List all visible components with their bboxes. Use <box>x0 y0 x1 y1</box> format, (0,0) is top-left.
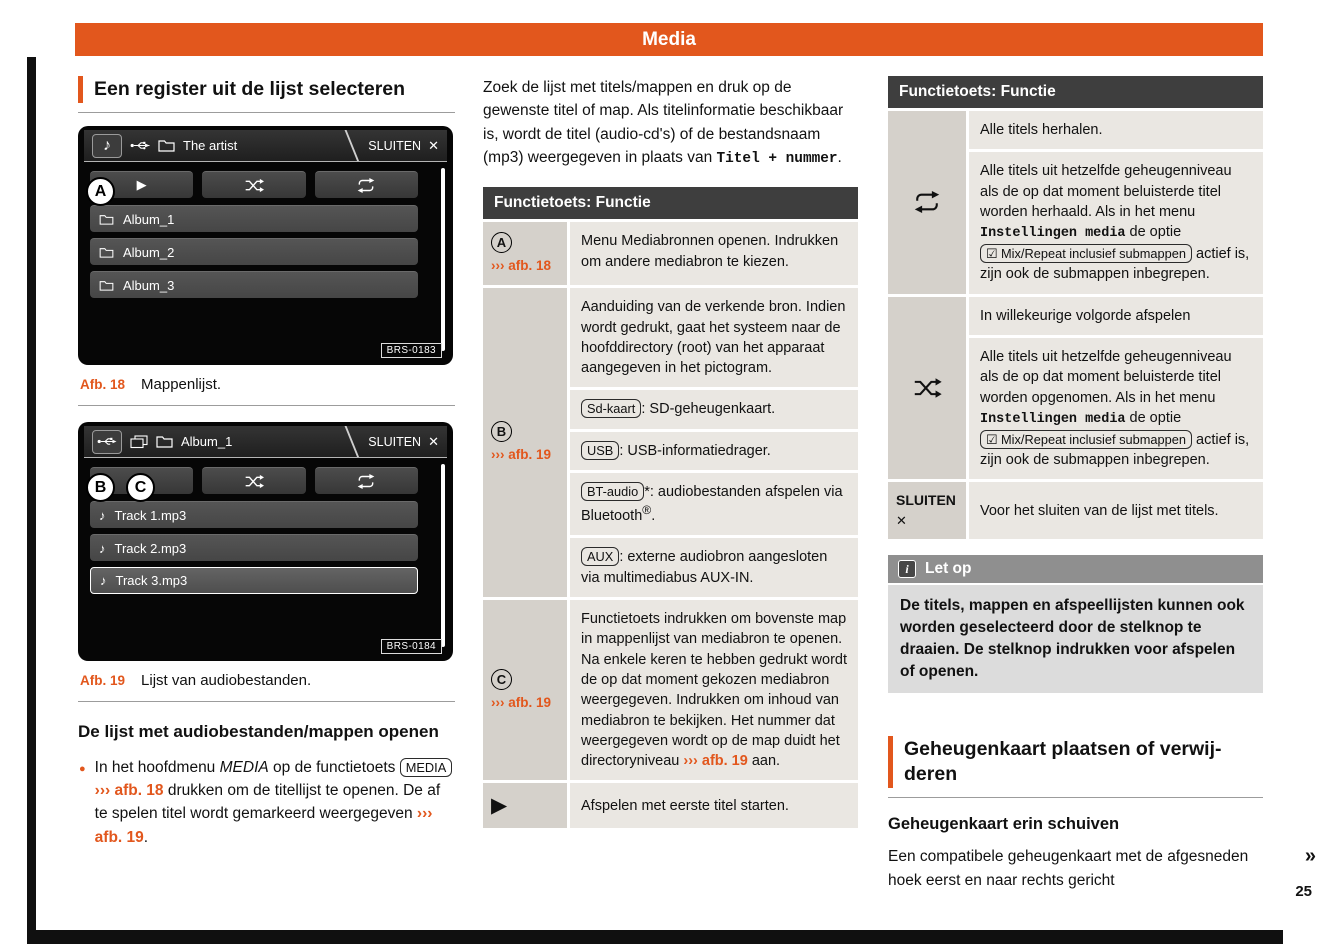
figure-caption-text: Mappenlijst. <box>141 376 222 393</box>
function-key-cell <box>483 288 567 597</box>
registered-mark: ® <box>642 503 652 518</box>
close-icon: ✕ <box>428 137 439 153</box>
fig18-topbar <box>84 130 447 162</box>
repeat-icon <box>355 474 377 489</box>
repeat-icon <box>912 191 942 213</box>
right-column <box>888 76 1263 892</box>
table-cell: Afspelen met eerste titel starten. <box>570 783 858 828</box>
usb-keycap: USB <box>581 441 619 460</box>
continuation-marker: » <box>1304 845 1316 867</box>
bullet-paragraph <box>78 756 455 849</box>
text-run: . <box>837 148 842 166</box>
table-cell <box>969 152 1263 293</box>
section-title: Een register uit de lijst selecteren <box>78 76 455 103</box>
table-cell: Alle titels herhalen. <box>969 111 1263 149</box>
repeat-button[interactable] <box>315 467 418 494</box>
table-cell: Menu Mediabronnen openen. Indrukken om andere mediabron te kiezen. <box>570 222 858 285</box>
note-title: Let op <box>925 560 972 578</box>
text-run: Geheugenkaart plaatsen of verwij- <box>904 738 1222 761</box>
bt-audio-keycap: BT-audio <box>581 482 644 501</box>
list-item[interactable] <box>90 501 418 528</box>
table-row <box>888 297 1263 480</box>
fig18-button-row <box>90 171 418 198</box>
figure-caption-text: Lijst van audiobestanden. <box>141 672 312 689</box>
text-run: Zoek de lijst met titels/mappen en druk op de gewenste titel of map. Als titelinformatie beschikbaar is, wordt de titel (audio-cd's) of de bestandsnaam (mp3) weergegeven in plaats van <box>483 79 844 166</box>
close-button[interactable] <box>351 130 439 161</box>
fig19-topbar <box>84 426 447 458</box>
repeat-button[interactable] <box>315 171 418 198</box>
figure-18 <box>78 126 453 365</box>
info-icon: i <box>898 560 916 578</box>
intro-paragraph <box>483 76 858 170</box>
callout-badge-a: A <box>491 232 512 253</box>
table-cell <box>570 538 858 597</box>
text-run: Alle titels uit hetzelfde geheugenniveau als de op dat moment beluisterde titel worden opgenomen. Als in het menu <box>980 348 1232 406</box>
list-item-label: Track 3.mp3 <box>115 573 188 588</box>
table-cell <box>570 473 858 535</box>
mono-text: Instellingen media <box>980 226 1126 242</box>
folder-icon <box>158 139 175 152</box>
table-header: Functietoets: Functie <box>483 187 858 219</box>
table-row <box>483 783 858 828</box>
subsection-title: Geheugenkaart erin schuiven <box>888 815 1120 834</box>
text-run: . <box>651 508 656 525</box>
text-run: de optie <box>1125 224 1182 241</box>
text-run: . <box>143 828 149 846</box>
mix-repeat-option-keycap: ☑ Mix/Repeat inclusief submappen <box>980 430 1192 449</box>
table-cell <box>969 338 1263 479</box>
table-cell: Aanduiding van de verkende bron. Indien wordt gedrukt, gaat het systeem naar de hoofddirectory (root) van het apparaat aangegeven in het pictogram. <box>570 288 858 387</box>
repeat-icon <box>355 178 377 193</box>
body-paragraph: Een compatibele geheugenkaart met de afgesneden hoek eerst en naar rechts gericht <box>888 848 1249 889</box>
folder-icon <box>156 435 173 448</box>
figure-reference-link[interactable]: ››› afb. 19 <box>491 447 552 463</box>
list-item-label: Album_3 <box>123 277 175 293</box>
figure-code: BRS-0183 <box>381 343 442 358</box>
fig18-caption <box>78 365 455 406</box>
sd-card-keycap: Sd-kaart <box>581 399 641 418</box>
figure-label: Afb. 18 <box>80 377 126 392</box>
text-run: *: audiobestanden afspelen via Bluetooth <box>581 484 843 525</box>
page-edge-bottom <box>27 930 1283 944</box>
function-key-cell <box>483 783 567 828</box>
usb-icon <box>97 435 117 448</box>
scrollbar[interactable] <box>441 168 445 351</box>
diagonal-divider <box>343 130 361 162</box>
bullet-icon: ● <box>79 762 86 775</box>
list-item[interactable] <box>90 534 418 561</box>
diagonal-divider <box>343 426 361 458</box>
figure-reference-link[interactable]: ››› afb. 18 <box>94 782 164 800</box>
music-note-icon: ♪ <box>100 573 107 588</box>
folder-icon <box>99 214 114 225</box>
shuffle-icon <box>243 178 265 193</box>
note-body: De titels, mappen en afspeellijsten kunnen ook worden geselecteerd door de stelknop te draaien. De stelknop indrukken voor afspelen of openen. <box>888 585 1263 693</box>
shuffle-icon <box>912 377 942 399</box>
scrollbar[interactable] <box>441 464 445 647</box>
section-title <box>888 736 1263 788</box>
subsection-title: De lijst met audiobestanden/mappen openen <box>78 722 439 741</box>
figure-reference-link[interactable]: ››› afb. 19 <box>491 694 552 710</box>
text-run: In het hoofdmenu <box>94 758 220 776</box>
chapter-title: Media <box>642 28 696 50</box>
text-run: Alle titels uit hetzelfde geheugenniveau als de op dat moment beluisterde titel worden herhaald. Als in het menu <box>980 163 1232 220</box>
close-icon: ✕ <box>896 513 907 529</box>
text-run: aan. <box>747 753 781 770</box>
callout-badge-c: C <box>491 669 512 690</box>
table-row <box>888 111 1263 294</box>
section-2 <box>888 736 1263 892</box>
fig19-track-list <box>90 501 418 594</box>
text-run: op de functietoets <box>268 758 400 776</box>
note-header <box>888 555 1263 583</box>
current-folder-label: The artist <box>183 138 238 153</box>
list-item[interactable] <box>90 271 418 298</box>
media-keycap: MEDIA <box>400 758 453 777</box>
bullet-text <box>95 756 455 849</box>
media-source-icon[interactable] <box>92 134 122 158</box>
text-run: deren <box>904 763 958 786</box>
close-icon: ✕ <box>428 433 439 449</box>
divider <box>78 112 455 113</box>
text-run: actief is, zijn ook de submappen inbegrepen. <box>980 246 1250 283</box>
close-button[interactable] <box>351 426 439 457</box>
shuffle-button[interactable] <box>202 467 305 494</box>
folder-icon <box>99 280 114 291</box>
current-folder-label: Album_1 <box>181 434 233 449</box>
table-cell <box>570 390 858 428</box>
figure-reference-link[interactable]: ››› afb. 19 <box>683 753 748 770</box>
callout-badge-c: C <box>126 473 155 502</box>
callout-badge-b: B <box>491 421 512 442</box>
table-row <box>483 288 858 597</box>
table-row <box>888 482 1263 539</box>
usb-icon <box>130 139 150 152</box>
function-key-cell <box>888 482 966 539</box>
callout-badge-a: A <box>86 177 115 206</box>
text-run: : SD-geheugenkaart. <box>641 401 776 418</box>
text-run: drukken om de titellijst te openen. De af te spelen titel wordt gemarkeerd weergegeven <box>94 782 441 823</box>
table-cell <box>570 600 858 780</box>
figure-code: BRS-0184 <box>381 639 442 654</box>
page-number: 25 <box>1295 883 1312 900</box>
text-run: : USB-informatiedrager. <box>619 442 771 459</box>
media-source-icon[interactable] <box>92 430 122 454</box>
table-cell: In willekeurige volgorde afspelen <box>969 297 1263 335</box>
figure-19 <box>78 422 453 661</box>
list-item-label: Track 2.mp3 <box>114 540 187 556</box>
table-row <box>483 600 858 780</box>
chapter-banner <box>75 23 1263 56</box>
table-cell: Voor het sluiten van de lijst met titels. <box>969 482 1263 539</box>
aux-keycap: AUX <box>581 547 619 566</box>
left-column <box>78 76 455 849</box>
play-icon: ▶ <box>491 794 508 818</box>
shuffle-button[interactable] <box>202 171 305 198</box>
close-button-label: SLUITEN <box>368 138 422 153</box>
table-cell <box>570 432 858 470</box>
function-key-cell <box>483 222 567 285</box>
play-icon: ▶ <box>136 177 147 192</box>
close-key-label: SLUITEN <box>896 492 956 509</box>
text-run: actief is, zijn ook de submappen inbegrepen. <box>980 431 1250 469</box>
music-note-icon: ♪ <box>99 540 106 556</box>
figure-label: Afb. 19 <box>80 673 126 688</box>
figure-reference-link[interactable]: ››› afb. 19 <box>94 805 433 846</box>
callout-badge-b: B <box>86 473 115 502</box>
mix-repeat-option-keycap: ☑ Mix/Repeat inclusief submappen <box>980 244 1192 263</box>
table-header: Functietoets: Functie <box>888 76 1263 108</box>
note-box <box>888 555 1263 693</box>
close-button-label: SLUITEN <box>368 434 422 449</box>
list-item-label: Album_2 <box>123 244 175 260</box>
music-note-icon: ♪ <box>99 507 106 523</box>
fig18-folder-list <box>90 205 418 298</box>
figure-reference-link[interactable]: ››› afb. 18 <box>491 258 552 274</box>
list-item[interactable] <box>90 238 418 265</box>
middle-column <box>483 76 858 831</box>
folder-icon <box>99 247 114 258</box>
list-item-label: Album_1 <box>123 211 175 227</box>
function-key-cell <box>888 111 966 294</box>
divider <box>888 797 1263 798</box>
list-item[interactable] <box>90 205 418 232</box>
folder-up-icon[interactable] <box>130 435 148 449</box>
list-item-selected[interactable] <box>90 567 418 594</box>
function-key-cell <box>483 600 567 780</box>
mono-text: Instellingen media <box>980 411 1126 427</box>
list-item-label: Track 1.mp3 <box>114 507 187 523</box>
text-run: de optie <box>1125 409 1182 426</box>
shuffle-icon <box>243 474 265 489</box>
music-note-icon: ♪ <box>103 136 111 154</box>
function-key-cell <box>888 297 966 480</box>
fig19-caption <box>78 661 455 702</box>
text-run: : externe audiobron aangesloten via multimediabus AUX-IN. <box>581 549 828 586</box>
mono-text: Titel + nummer <box>716 150 838 167</box>
table-row <box>483 222 858 285</box>
text-run: Functietoets indrukken om bovenste map in mappenlijst van mediabron te openen. Na enkele keren te hebben gedrukt wordt de op dat moment gekozen mediabron weergegeven. Indrukken om inhoud van mediabron te bekijken. Het nummer dat weergegeven wordt op de map duidt het directoryniveau <box>581 611 848 770</box>
page-edge-left <box>27 57 36 944</box>
menu-name-italic: MEDIA <box>219 758 269 776</box>
